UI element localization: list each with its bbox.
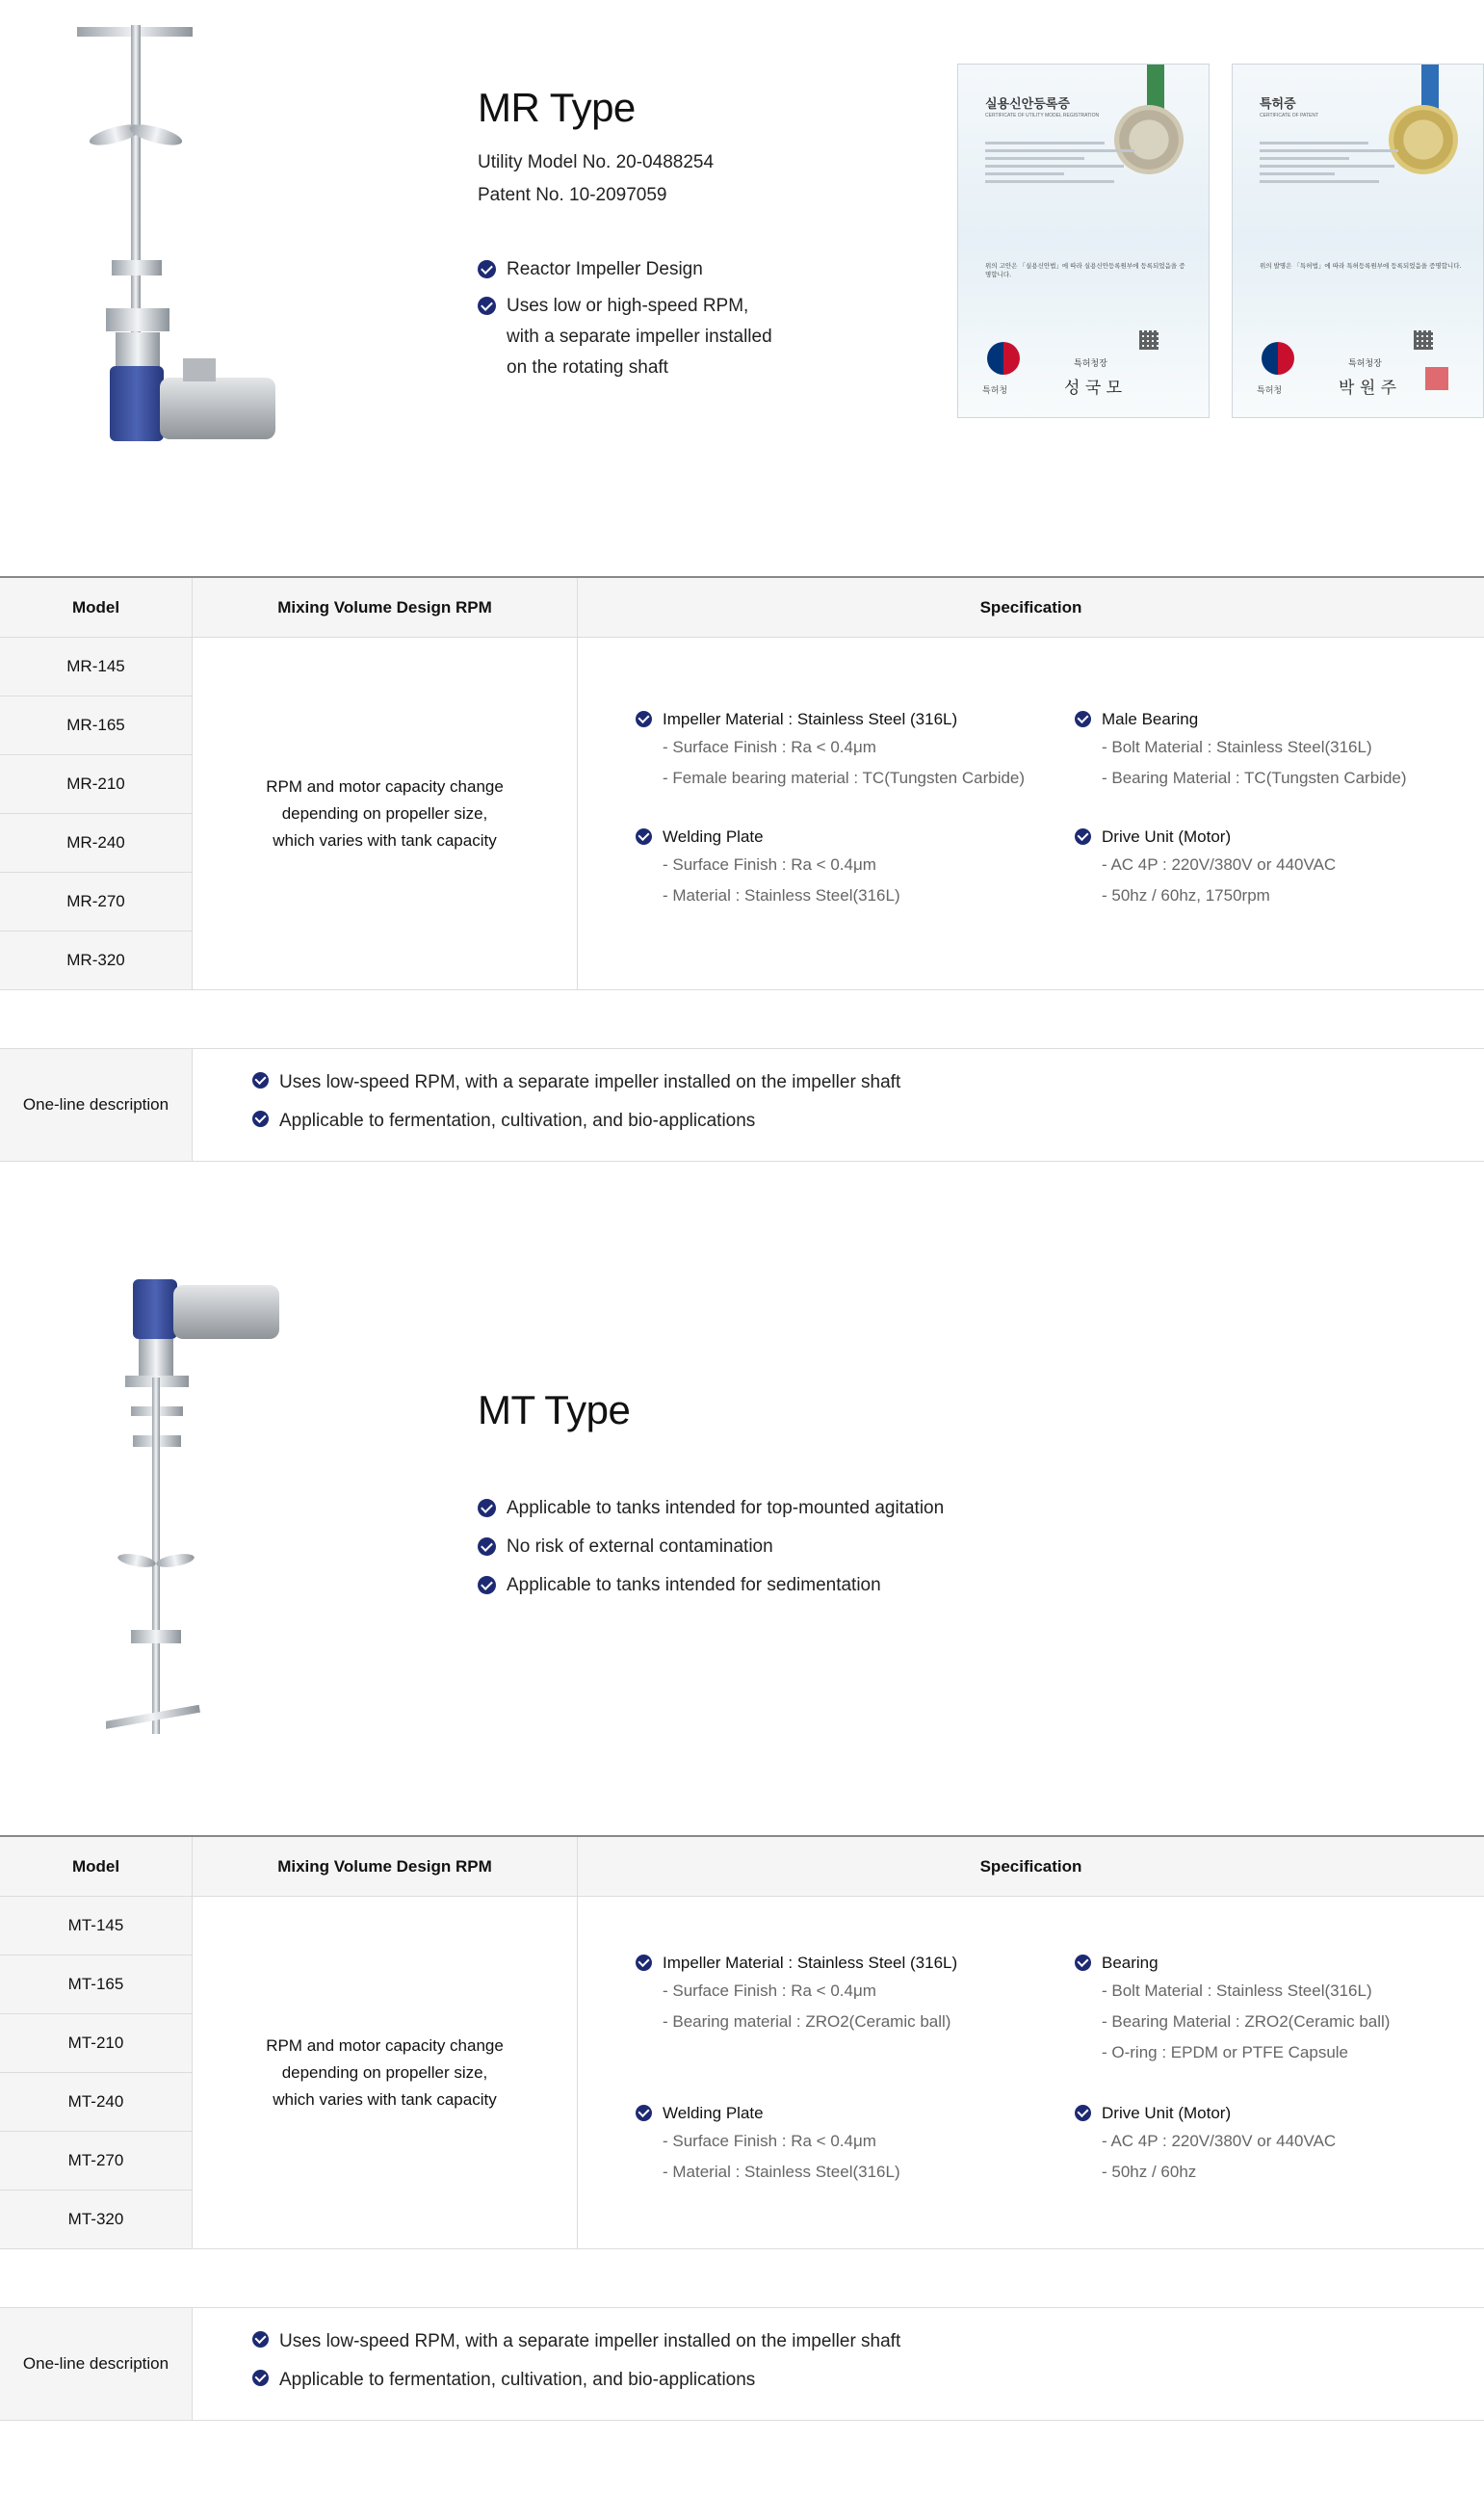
list-item: Applicable to tanks intended for sedimentation bbox=[478, 1570, 944, 1601]
list-item: Applicable to tanks intended for top-mounted agitation bbox=[478, 1493, 944, 1524]
qr-code-icon bbox=[1414, 330, 1433, 350]
list-item: Uses low or high-speed RPM, bbox=[478, 291, 772, 322]
model-cell: MR-320 bbox=[0, 932, 193, 990]
mt-spec-table bbox=[0, 1835, 1484, 2247]
model-cell: MT-320 bbox=[0, 2191, 193, 2249]
mt-type-section bbox=[0, 1252, 1484, 1830]
mr-type-section bbox=[0, 0, 1484, 578]
mr-title: MR Type bbox=[478, 85, 636, 130]
qr-code-icon bbox=[1139, 330, 1159, 350]
mt-oneline-description bbox=[0, 2307, 1484, 2421]
spec-group-drive-unit: Drive Unit (Motor) - AC 4P : 220V/380V or 440VAC - 50hz / 60hz bbox=[1075, 2101, 1479, 2188]
check-circle-icon bbox=[252, 1111, 269, 1127]
check-circle-icon bbox=[636, 711, 652, 727]
spec-group-impeller: Impeller Material : Stainless Steel (316L) - Surface Finish : Ra < 0.4μm - Female bearing material : TC(Tungsten Carbide) bbox=[636, 707, 1040, 794]
header-model: Model bbox=[0, 1837, 193, 1897]
model-cell: MR-240 bbox=[0, 814, 193, 873]
check-circle-icon bbox=[252, 2331, 269, 2348]
mt-feature-list bbox=[478, 1493, 944, 1609]
utility-model-number: Utility Model No. 20-0488254 bbox=[478, 152, 715, 172]
model-cell: MT-240 bbox=[0, 2073, 193, 2132]
header-rpm: Mixing Volume Design RPM bbox=[193, 578, 578, 638]
header-rpm: Mixing Volume Design RPM bbox=[193, 1837, 578, 1897]
check-circle-icon bbox=[636, 2105, 652, 2121]
mr-agitator-image bbox=[67, 19, 318, 453]
check-circle-icon bbox=[478, 1576, 496, 1594]
patent-certificate: 특허증 CERTIFICATE OF PATENT 위의 발명은 「특허법」에 따라 특허등록원부에 등록되었음을 증명합니다. 특허청 특허청장 박 원 주 bbox=[1232, 64, 1484, 418]
check-circle-icon bbox=[478, 297, 496, 315]
model-cell: MT-165 bbox=[0, 1956, 193, 2014]
mr-oneline-description bbox=[0, 1048, 1484, 1162]
list-item: Uses low-speed RPM, with a separate impeller installed on the impeller shaft bbox=[252, 1068, 900, 1097]
check-circle-icon bbox=[252, 1072, 269, 1089]
header-specification: Specification bbox=[578, 578, 1484, 638]
list-item: Reactor Impeller Design bbox=[478, 254, 772, 285]
kipo-emblem-icon bbox=[987, 342, 1020, 375]
mr-spec-table bbox=[0, 576, 1484, 988]
check-circle-icon bbox=[1075, 2105, 1091, 2121]
check-circle-icon bbox=[252, 2370, 269, 2386]
model-cell: MR-270 bbox=[0, 873, 193, 932]
check-circle-icon bbox=[1075, 711, 1091, 727]
spec-group-bearing: Bearing - Bolt Material : Stainless Steel(316L) - Bearing Material : ZRO2(Ceramic ball) - O-ring : EPDM or PTFE Capsule bbox=[1075, 1951, 1479, 2068]
spec-group-welding-plate: Welding Plate - Surface Finish : Ra < 0.4μm - Material : Stainless Steel(316L) bbox=[636, 2101, 1040, 2188]
model-cell: MT-210 bbox=[0, 2014, 193, 2073]
specification-cell bbox=[578, 638, 1484, 990]
model-cell: MT-145 bbox=[0, 1897, 193, 1956]
check-circle-icon bbox=[1075, 1955, 1091, 1971]
specification-cell bbox=[578, 1897, 1484, 2249]
model-column bbox=[0, 638, 193, 990]
list-item: on the rotating shaft bbox=[507, 357, 668, 378]
check-circle-icon bbox=[1075, 828, 1091, 845]
mr-feature-list bbox=[478, 254, 772, 391]
oneline-list bbox=[252, 2327, 900, 2404]
header-specification: Specification bbox=[578, 1837, 1484, 1897]
model-cell: MR-165 bbox=[0, 696, 193, 755]
certificate-fields bbox=[1260, 142, 1458, 188]
list-item: Uses low-speed RPM, with a separate impeller installed on the impeller shaft bbox=[252, 2327, 900, 2356]
spec-group-welding-plate: Welding Plate - Surface Finish : Ra < 0.4μm - Material : Stainless Steel(316L) bbox=[636, 825, 1040, 911]
oneline-label: One-line description bbox=[0, 2308, 193, 2420]
oneline-list bbox=[252, 1068, 900, 1145]
kipo-emblem-icon bbox=[1262, 342, 1294, 375]
model-cell: MT-270 bbox=[0, 2132, 193, 2191]
model-cell: MR-145 bbox=[0, 638, 193, 696]
stamp-icon bbox=[1425, 367, 1448, 390]
list-item: with a separate impeller installed bbox=[507, 327, 772, 347]
check-circle-icon bbox=[478, 1537, 496, 1556]
list-item: Applicable to fermentation, cultivation, and bio-applications bbox=[252, 2366, 900, 2395]
header-model: Model bbox=[0, 578, 193, 638]
rpm-description: RPM and motor capacity change depending on propeller size, which varies with tank capacity bbox=[193, 1897, 578, 2249]
certificate-fields bbox=[985, 142, 1184, 188]
check-circle-icon bbox=[478, 260, 496, 278]
check-circle-icon bbox=[636, 828, 652, 845]
model-cell: MR-210 bbox=[0, 755, 193, 814]
oneline-label: One-line description bbox=[0, 1049, 193, 1161]
patent-number: Patent No. 10-2097059 bbox=[478, 185, 667, 205]
spec-group-male-bearing: Male Bearing - Bolt Material : Stainless Steel(316L) - Bearing Material : TC(Tungsten Carbide) bbox=[1075, 707, 1479, 794]
mt-agitator-image bbox=[106, 1272, 299, 1734]
list-item: Applicable to fermentation, cultivation, and bio-applications bbox=[252, 1107, 900, 1136]
model-column bbox=[0, 1897, 193, 2249]
utility-model-certificate: 실용신안등록증 CERTIFICATE OF UTILITY MODEL REGISTRATION 위의 고안은 「실용신안법」에 따라 실용신안등록원부에 등록되었음을 증명합니다. 특허청 특허청장 성 국 모 bbox=[957, 64, 1210, 418]
rpm-description: RPM and motor capacity change depending on propeller size, which varies with tank capacity bbox=[193, 638, 578, 990]
spec-group-drive-unit: Drive Unit (Motor) - AC 4P : 220V/380V or 440VAC - 50hz / 60hz, 1750rpm bbox=[1075, 825, 1479, 911]
list-item: No risk of external contamination bbox=[478, 1532, 944, 1562]
mt-title: MT Type bbox=[478, 1387, 631, 1432]
check-circle-icon bbox=[478, 1499, 496, 1517]
check-circle-icon bbox=[636, 1955, 652, 1971]
spec-group-impeller: Impeller Material : Stainless Steel (316L) - Surface Finish : Ra < 0.4μm - Bearing material : ZRO2(Ceramic ball) bbox=[636, 1951, 1040, 2037]
